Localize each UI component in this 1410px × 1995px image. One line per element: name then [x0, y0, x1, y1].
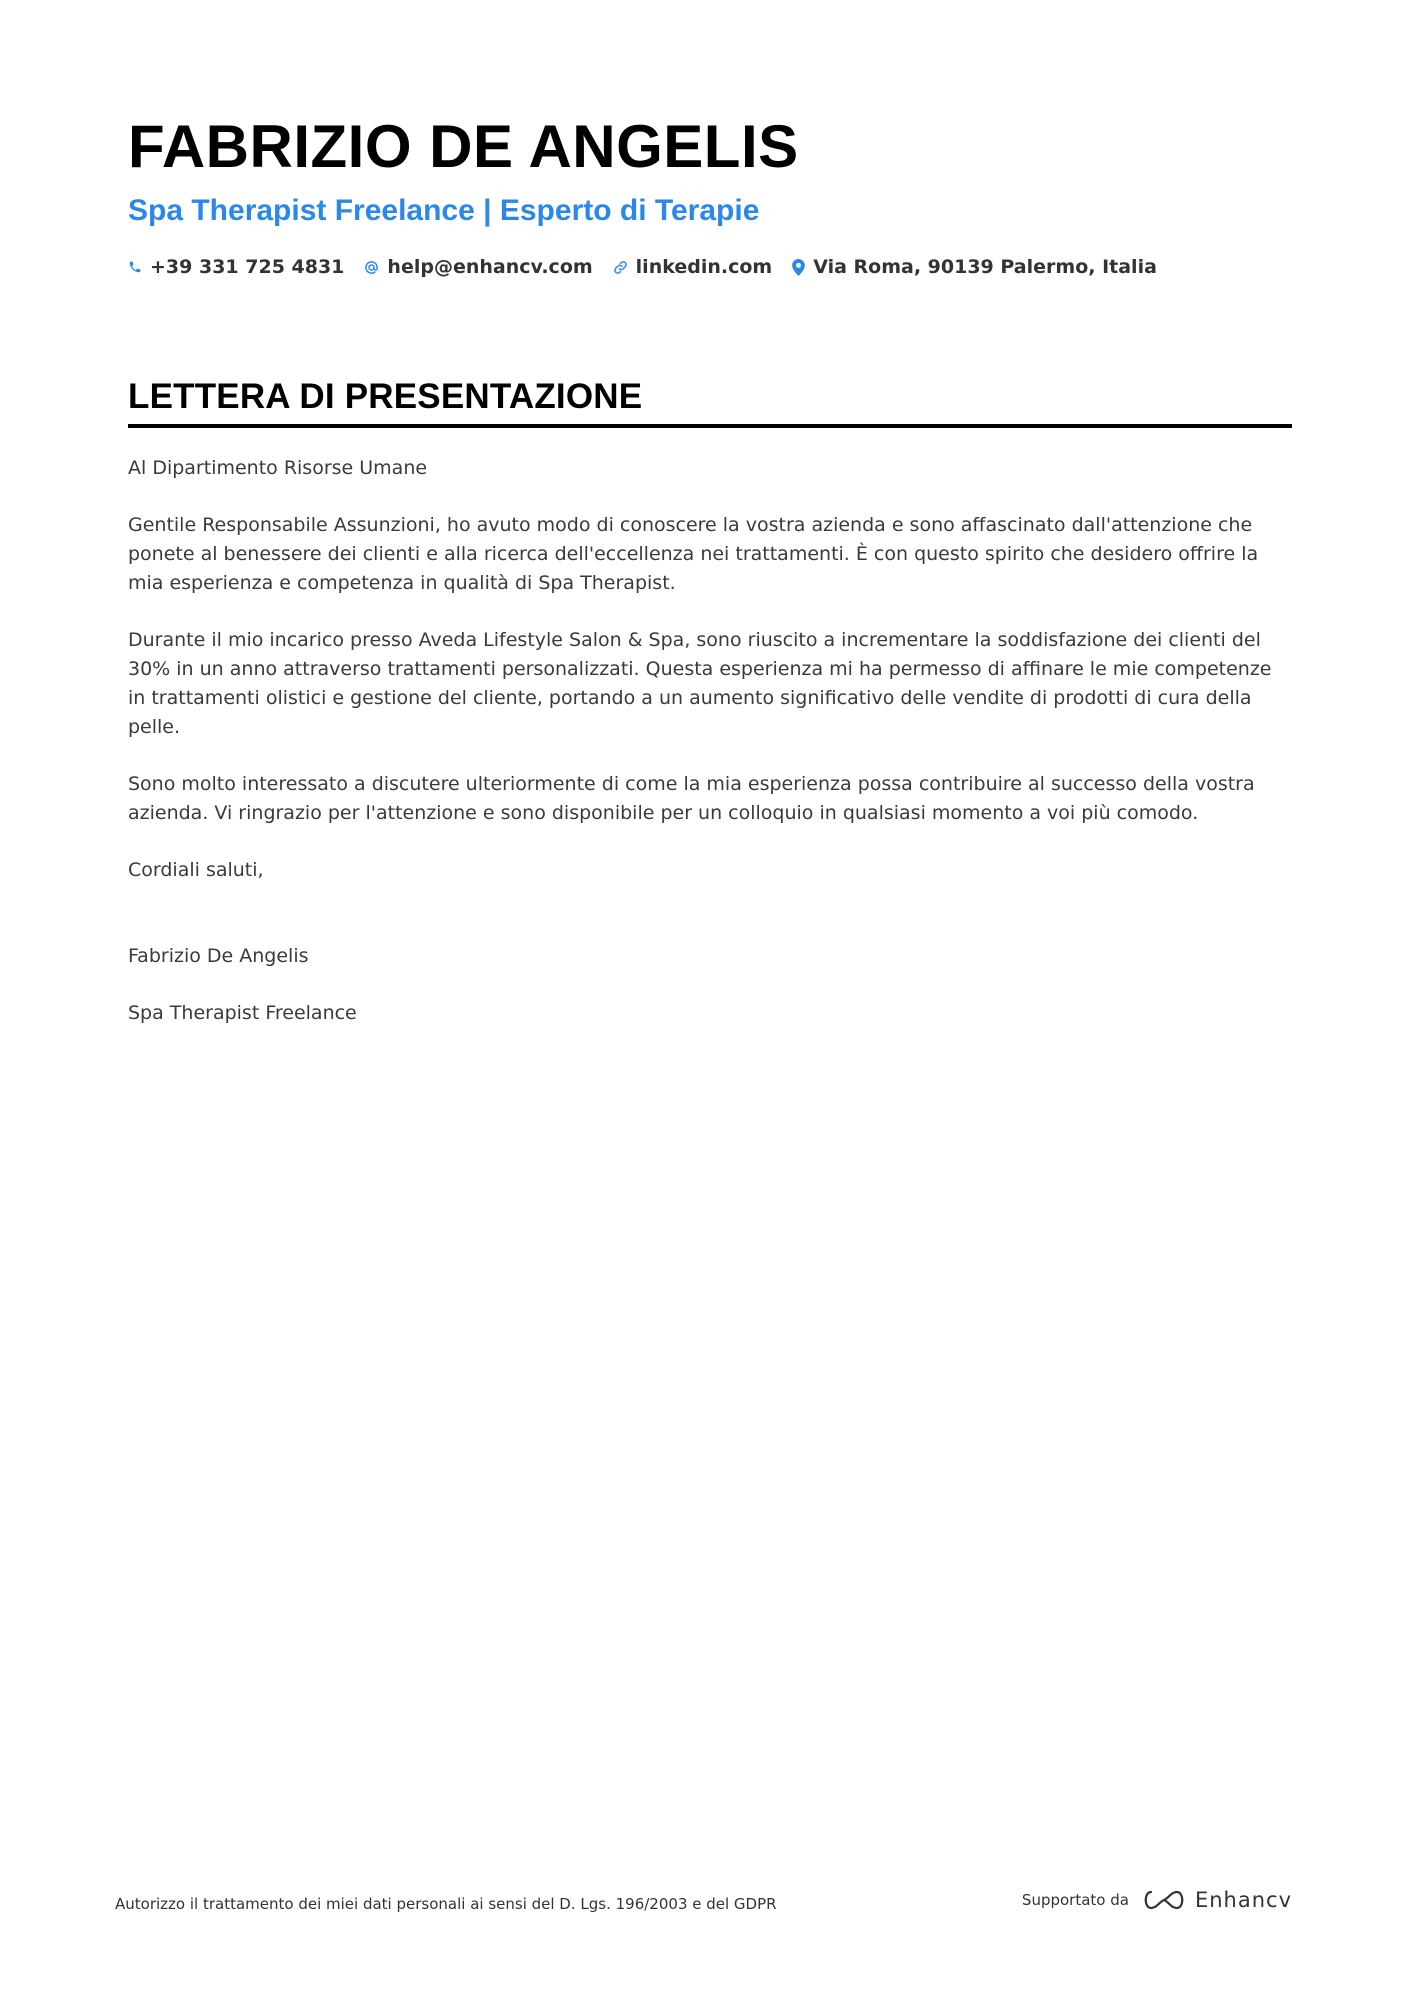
letter-paragraph-3: Sono molto interessato a discutere ulteriormente di come la mia esperienza possa contribuire al successo della vostra azienda. Vi ringrazio per l'attenzione e sono disponibile per un colloquio in qualsiasi momento a voi più comodo. [128, 773, 1255, 824]
section-title: LETTERA DI PRESENTAZIONE [128, 377, 643, 416]
powered-by[interactable] [1022, 1888, 1292, 1912]
letter-paragraph-2: Durante il mio incarico presso Aveda Lifestyle Salon & Spa, sono riuscito a incrementare la soddisfazione dei clienti del 30% in un anno attraverso trattamenti personalizzati. Questa esperienza mi ha permesso di affinare le mie competenze in trattamenti olistici e gestione del cliente, portando a un aumento significativo delle vendite di prodotti di cura della pelle. [128, 629, 1272, 738]
signature-title: Spa Therapist Freelance [128, 1002, 357, 1024]
letter-paragraph-1: Gentile Responsabile Assunzioni, ho avuto modo di conoscere la vostra azienda e sono affascinato dall'attenzione che ponete al benessere dei clienti e alla ricerca dell'eccellenza nei trattamenti. È con questo spirito che desidero offrire la mia esperienza e competenza in qualità di Spa Therapist. [128, 514, 1259, 594]
brand-name: Enhancv [1194, 1888, 1292, 1912]
letter-closing: Cordiali saluti, [128, 859, 264, 881]
contact-bar [128, 252, 1292, 282]
contact-location-text: Via Roma, 90139 Palermo, Italia [813, 256, 1157, 278]
powered-by-label: Supportato da [1021, 1891, 1129, 1909]
enhancv-logo-icon [1141, 1888, 1187, 1912]
phone-icon [128, 260, 142, 274]
signature-name: Fabrizio De Angelis [128, 945, 309, 967]
section-divider [128, 424, 1292, 428]
contact-email-text: help@enhancv.com [387, 256, 593, 278]
contact-location [792, 256, 1157, 278]
cover-letter-page [128, 108, 1292, 1056]
at-icon [364, 260, 379, 275]
privacy-note: Autorizzo il trattamento dei miei dati personali ai sensi del D. Lgs. 196/2003 e del GDPR [115, 1895, 777, 1913]
contact-phone[interactable] [128, 256, 344, 278]
contact-phone-text: +39 331 725 4831 [150, 256, 345, 278]
letter-recipient: Al Dipartimento Risorse Umane [128, 457, 428, 479]
contact-linkedin-text: linkedin.com [635, 256, 773, 278]
applicant-subtitle: Spa Therapist Freelance | Esperto di Terapie [128, 194, 760, 227]
link-icon [613, 260, 628, 275]
contact-email[interactable] [364, 256, 592, 278]
contact-linkedin[interactable] [613, 256, 773, 278]
letter-body [128, 454, 1292, 1028]
applicant-name: FABRIZIO DE ANGELIS [128, 113, 799, 180]
location-pin-icon [792, 259, 805, 276]
